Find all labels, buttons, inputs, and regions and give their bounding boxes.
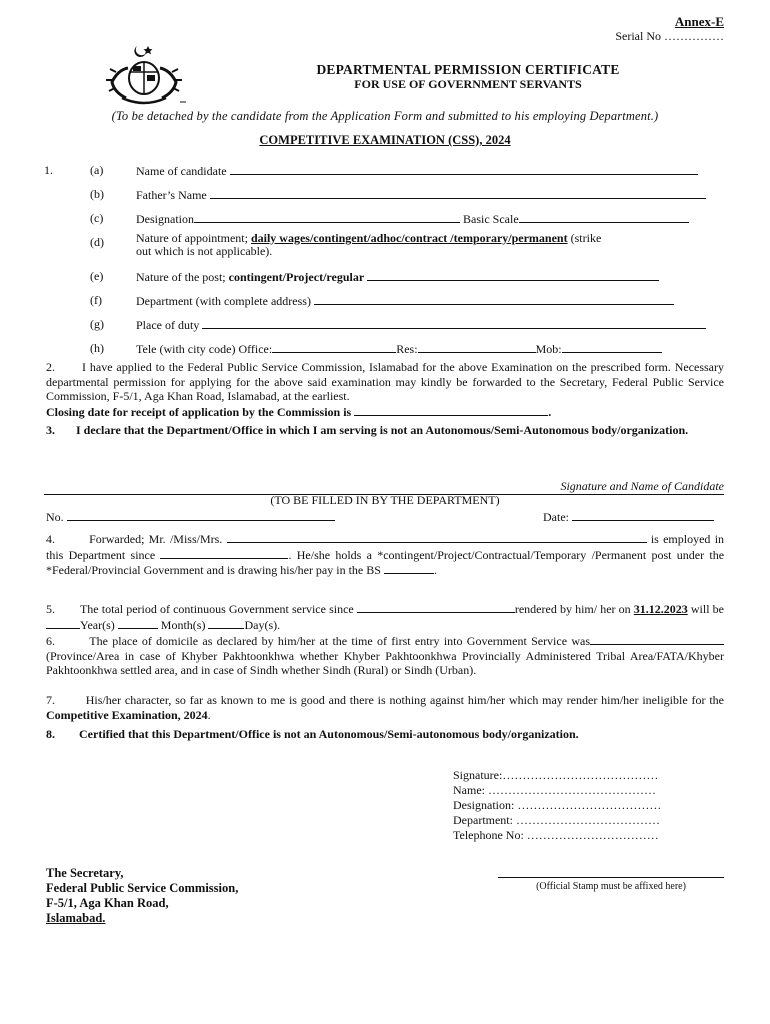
exam-title: COMPETITIVE EXAMINATION (CSS), 2024 bbox=[259, 133, 511, 147]
annex-label: Annex-E bbox=[674, 14, 724, 29]
sub-key: (b) bbox=[90, 187, 104, 201]
paragraph-7: 7. His/her character, so far as known to me is good and there is nothing against him/her which may render him/her ineligible for the Competitive Examination, 2024. bbox=[46, 693, 724, 722]
item-number: 1. bbox=[44, 163, 53, 177]
sub-key: (c) bbox=[90, 211, 104, 225]
paragraph-6: 6. The place of domicile as declared by him/her at the time of first entry into Government Service was (Province/Area in case of Khyber Pakhtoonkhwa whether Khyber Pakhtoonkhwa Provincially Administered Tribal Area/FATA/Khyber Pakhtoonkhwa settled area, and in case of Sindh whether Sindh (Rural) or Sindh (Urban). bbox=[46, 634, 724, 677]
father-name-field[interactable]: Father’s Name bbox=[136, 187, 724, 203]
designation-field[interactable]: Designation Basic Scale bbox=[136, 211, 724, 227]
paragraph-5: 5. The total period of continuous Government service since rendered by him/ her on 31.12.2023 will be Year(s) Month(s) Day(s). bbox=[46, 602, 725, 632]
officer-signature-field[interactable]: Signature:………………………………… bbox=[453, 768, 659, 782]
candidate-signature-label: Signature and Name of Candidate bbox=[560, 479, 724, 493]
sub-key: (e) bbox=[90, 269, 104, 283]
sub-key: (a) bbox=[90, 163, 104, 177]
paragraph-3: 3. I declare that the Department/Office in which I am serving is not an Autonomous/Semi-Autonomous body/organization. bbox=[46, 423, 689, 437]
document-subtitle: FOR USE OF GOVERNMENT SERVANTS bbox=[354, 77, 582, 91]
serial-number: Serial No …………… bbox=[615, 29, 724, 43]
department-field[interactable]: Department (with complete address) bbox=[136, 293, 724, 309]
officer-department-field[interactable]: Department: ……………………………… bbox=[453, 813, 660, 827]
paragraph-2: 2. I have applied to the Federal Public Service Commission, Islamabad for the above Examination on the prescribed form. Necessary departmental permission for applying for the above said examination may kindly be forwarded to the Secretary, Federal Public Service Commission, F-5/1, Aga Khan Road, Islamabad, at the earliest. Closing date for receipt of application by the Commission is . bbox=[46, 360, 725, 419]
date-field[interactable]: Date: bbox=[543, 509, 714, 525]
place-of-duty-field[interactable]: Place of duty bbox=[136, 317, 724, 333]
paragraph-8: 8. Certified that this Department/Office is not an Autonomous/Semi-autonomous body/organization. bbox=[46, 727, 579, 741]
sub-key: (f) bbox=[90, 293, 102, 307]
officer-designation-field[interactable]: Designation: ……………………………… bbox=[453, 798, 662, 812]
paragraph-4: 4. Forwarded; Mr. /Miss/Mrs. is employed in this Department since . He/she holds a *contingent/Project/Contractual/Temporary /Permanent post under the *Federal/Provincial Government and is drawing his/her pay in the BS . bbox=[46, 532, 725, 577]
candidate-name-field[interactable]: Name of candidate bbox=[136, 163, 724, 179]
telephone-field[interactable]: Tele (with city code) Office: Res: Mob: bbox=[136, 341, 724, 357]
instruction-text: (To be detached by the candidate from the Application Form and submitted to his employing Department.) bbox=[111, 109, 659, 123]
officer-details bbox=[453, 768, 661, 843]
stamp-line bbox=[498, 877, 724, 878]
sub-key: (h) bbox=[90, 341, 104, 355]
officer-telephone-field[interactable]: Telephone No: …………………………… bbox=[453, 828, 659, 842]
appointment-nature-field[interactable]: Nature of appointment; daily wages/contingent/adhoc/contract /temporary/permanent (strike out which is not applicable). bbox=[136, 231, 602, 258]
document-title: DEPARTMENTAL PERMISSION CERTIFICATE bbox=[316, 62, 620, 77]
sub-key: (d) bbox=[90, 235, 104, 249]
officer-name-field[interactable]: Name: …………………………………… bbox=[453, 783, 656, 797]
recipient-address: The Secretary, Federal Public Service Commission, F-5/1, Aga Khan Road, Islamabad. bbox=[46, 866, 239, 925]
post-nature-field[interactable]: Nature of the post; contingent/Project/regular bbox=[136, 269, 724, 285]
stamp-note: (Official Stamp must be affixed here) bbox=[536, 881, 686, 892]
reference-number-field[interactable]: No. bbox=[46, 509, 335, 525]
sub-key: (g) bbox=[90, 317, 104, 331]
government-emblem-icon bbox=[100, 42, 188, 108]
department-heading: (TO BE FILLED IN BY THE DEPARTMENT) bbox=[270, 493, 500, 507]
